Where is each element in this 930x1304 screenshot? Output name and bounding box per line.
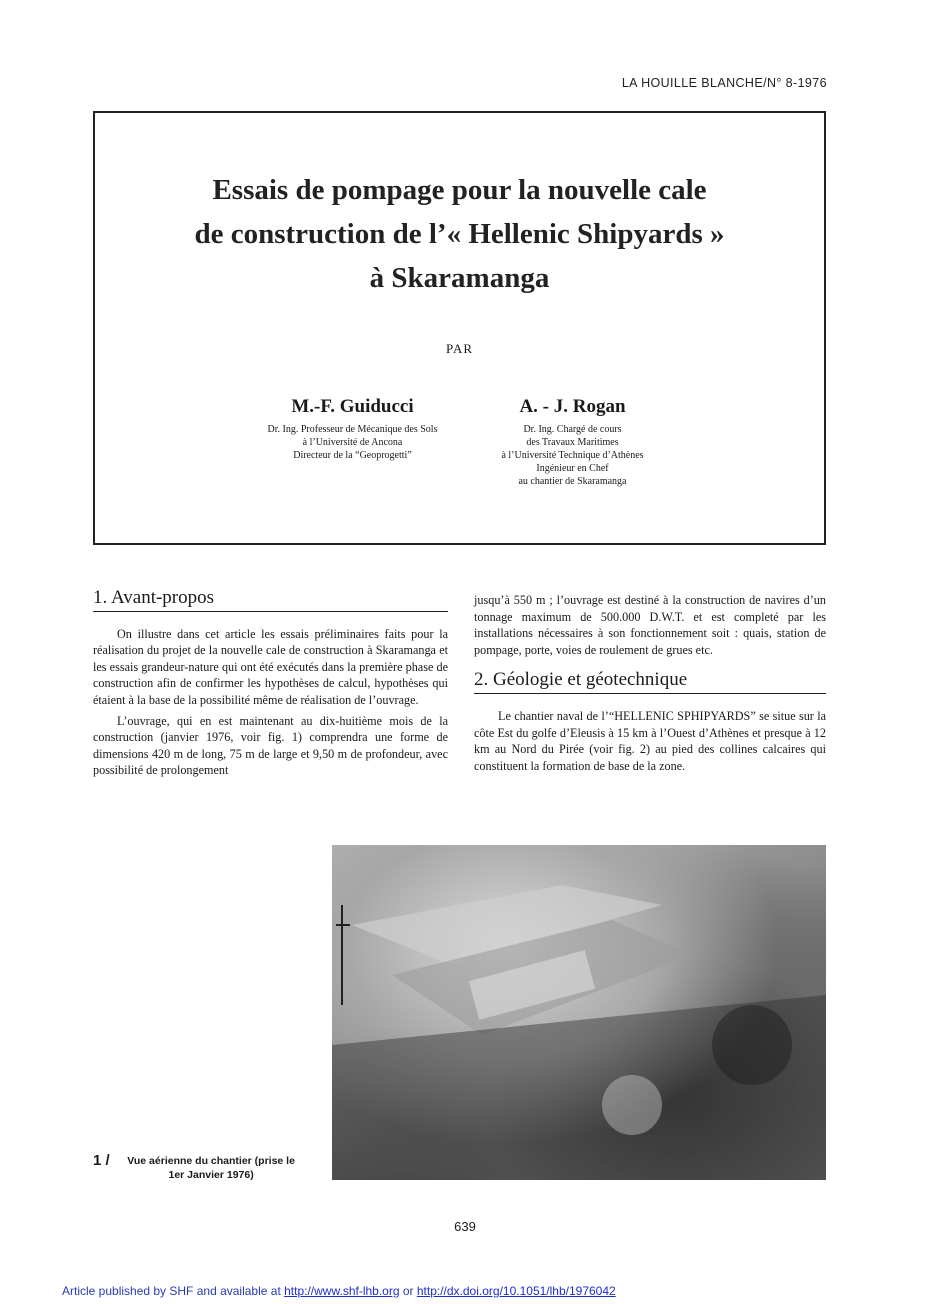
- publication-footer: [62, 1284, 616, 1298]
- affiliation-line: au chantier de Skaramanga: [518, 476, 627, 487]
- affiliation-line: des Travaux Maritimes: [526, 437, 619, 448]
- title-line-2: de construction de l’« Hellenic Shipyards »: [194, 218, 725, 250]
- title-line-3: à Skaramanga: [369, 262, 550, 294]
- affiliation-line: à l’Université Technique d’Athènes: [501, 450, 644, 461]
- author-rogan: [470, 396, 675, 488]
- title-line-1: Essais de pompage pour la nouvelle cale: [212, 174, 707, 206]
- footer-prefix: Article published by SHF and available at: [62, 1284, 285, 1298]
- affiliation-line: Dr. Ing. Chargé de cours: [523, 424, 622, 435]
- affiliation-line: Directeur de la “Geoprogetti”: [293, 450, 412, 461]
- aerial-photo: [332, 845, 826, 1180]
- title-box: [93, 111, 826, 545]
- author-name: M.-F. Guiducci: [291, 396, 414, 417]
- paragraph: On illustre dans cet article les essais préliminaires faits pour la réalisation du projet de la nouvelle cale de construction à Skaramanga et les essais grandeur-nature qui ont été exécutés dans la première phase de construction afin de confirmer les hypothèses de calcul, hypothèses qui étaient à la base de la possibilité même de réalisation de l’ouvrage.: [93, 626, 448, 707]
- journal-header: LA HOUILLE BLANCHE/N° 8-1976: [621, 76, 827, 90]
- affiliation-line: à l’Université de Ancona: [302, 437, 403, 448]
- doi-link[interactable]: http://dx.doi.org/10.1051/lhb/1976042: [416, 1284, 616, 1298]
- page-number: 639: [454, 1219, 476, 1234]
- figure-caption-text: Vue aérienne du chantier (prise le 1er Janvier 1976): [127, 1155, 295, 1181]
- author-guiducci: [235, 396, 470, 462]
- paragraph: jusqu’à 550 m ; l’ouvrage est destiné à la construction de navires d’un tonnage maximum de 500.000 D.W.T. et est completé par les installations nécessaires à son fonctionnement soit : quais, station de pompage, porte, voies de roulement de grues etc.: [474, 593, 826, 657]
- figure-caption: [93, 1154, 328, 1182]
- author-affiliation: [470, 423, 675, 488]
- author-name: A. - J. Rogan: [519, 396, 626, 417]
- shf-link[interactable]: http://www.shf-lhb.org: [284, 1284, 400, 1298]
- section-heading-avant-propos: 1. Avant-propos: [93, 590, 448, 612]
- affiliation-line: Ingénieur en Chef: [536, 463, 609, 474]
- right-column: [474, 592, 826, 778]
- article-title: [95, 168, 824, 300]
- aerial-photo-drawing: [332, 845, 826, 1180]
- par-label: PAR: [445, 341, 474, 356]
- paragraph: L’ouvrage, qui en est maintenant au dix-huitième mois de la construction (janvier 1976, voir fig. 1) comprendra une forme de dimensions 420 m de long, 75 m de large et 9,50 m de profondeur, avec possibilité de prolongement: [93, 713, 448, 778]
- figure-number: 1 /: [93, 1152, 110, 1169]
- affiliation-line: Dr. Ing. Professeur de Mécanique des Sols: [267, 424, 438, 435]
- author-affiliation: [235, 423, 470, 462]
- paragraph: Le chantier naval de l’“HELLENIC SPHIPYARDS” se situe sur la côte Est du golfe d’Eleusis à 15 km à l’Ouest d’Athènes et presque à 12 km au Nord du Pirée (voir fig. 2) au pied des collines calcaires qui constituent la formation de base de la zone.: [474, 708, 826, 773]
- footer-middle: or: [399, 1284, 417, 1298]
- section-heading-geologie: 2. Géologie et géotechnique: [474, 672, 826, 694]
- left-column: [93, 587, 448, 783]
